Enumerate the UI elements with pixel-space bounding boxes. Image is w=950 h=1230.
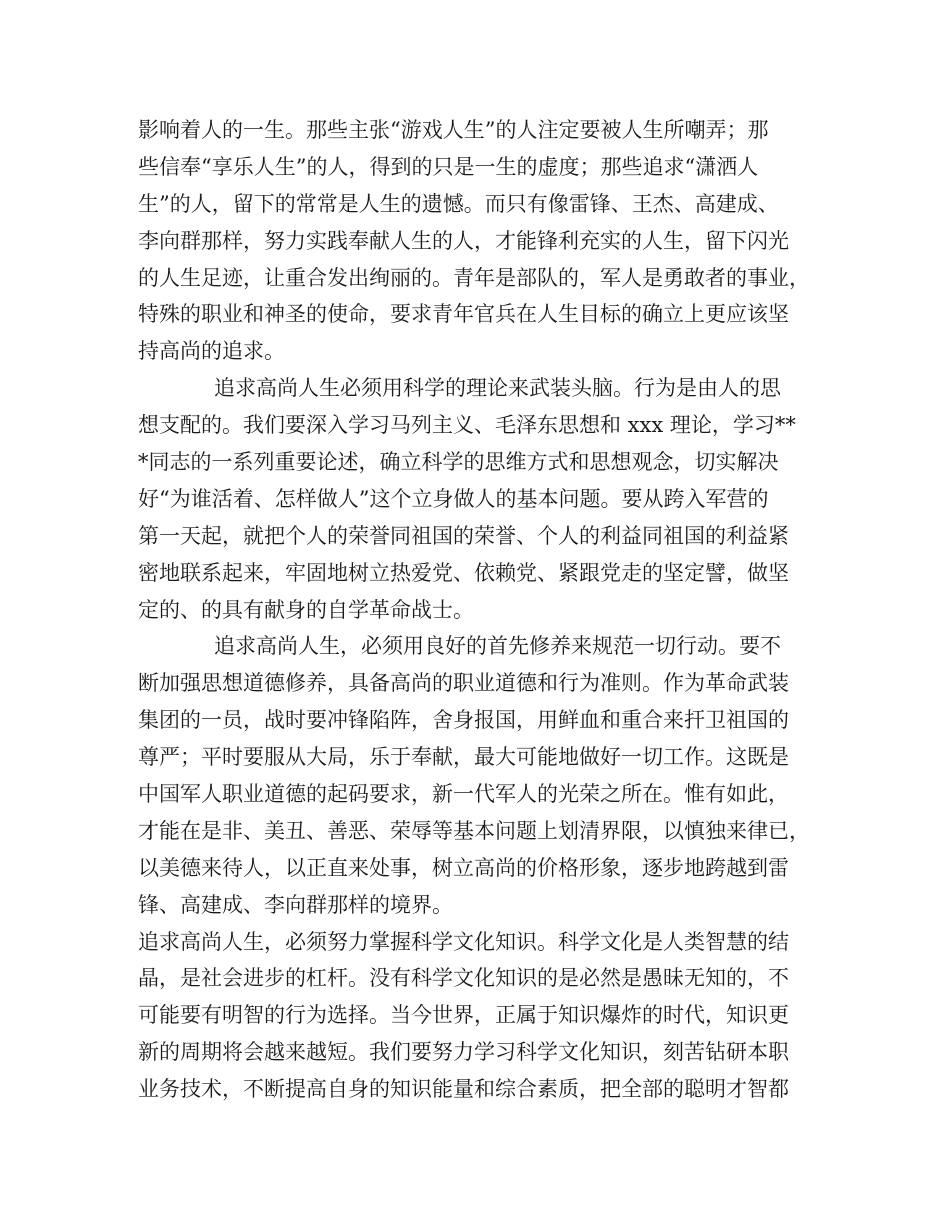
text-line: 追求高尚人生，必须努力掌握科学文化知识。科学文化是人类智慧的结 xyxy=(138,929,789,954)
text-line: 影响着人的一生。那些主张“游戏人生”的人注定要被人生所嘲弄；那 xyxy=(138,118,769,142)
text-line: 晶，是社会进步的杠杆。没有科学文化知识的是必然是愚昧无知的，不 xyxy=(138,966,789,991)
text-line: 李向群那样，努力实践奉献人生的人，才能锋利充实的人生，留下闪光 xyxy=(138,228,789,253)
text-line: 锋、高建成、李向群那样的境界。 xyxy=(138,892,453,917)
text-line: 些信奉“享乐人生”的人，得到的只是一生的虚度；那些追求“潇洒人 xyxy=(138,154,759,179)
text-line: 新的周期将会越来越短。我们要努力学习科学文化知识，刻苦钻研本职 xyxy=(138,1040,789,1065)
text-line: 业务技术，不断提高自身的知识能量和综合素质，把全部的聪明才智都 xyxy=(138,1077,789,1102)
text-line: *同志的一系列重要论述，确立科学的思维方式和思想观念，切实解决 xyxy=(138,450,779,475)
text-line: 才能在是非、美丑、善恶、荣辱等基本问题上划清界限，以慎独来律已， xyxy=(138,818,810,843)
text-line: 特殊的职业和神圣的使命，要求青年官兵在人生目标的确立上更应该坚 xyxy=(138,302,789,327)
text-line: 生”的人，留下的常常是人生的遗憾。而只有像雷锋、王杰、高建成、 xyxy=(138,191,779,216)
text-line: 断加强思想道德修养，具备高尚的职业道德和行为准则。作为革命武装 xyxy=(138,671,789,696)
text-line: 好“为谁活着、怎样做人”这个立身做人的基本问题。要从跨入军营的 xyxy=(138,486,769,511)
paragraph-first-line: 追求高尚人生，必须用良好的首先修养来规范一切行动。要不 xyxy=(214,634,781,659)
text-line: 想支配的。我们要深入学习马列主义、毛泽东思想和 xxx 理论，学习** xyxy=(138,413,796,438)
text-line: 集团的一员，战时要冲锋陷阵，舍身报国，用鲜血和重合来扞卫祖国的 xyxy=(138,708,789,733)
text-line: 中国军人职业道德的起码要求，新一代军人的光荣之所在。惟有如此， xyxy=(138,782,789,807)
text-line: 可能要有明智的行为选择。当今世界，正属于知识爆炸的时代，知识更 xyxy=(138,1003,789,1028)
text-line: 第一天起，就把个人的荣誉同祖国的荣誉、个人的利益同祖国的利益紧 xyxy=(138,523,789,548)
text-line: 尊严；平时要服从大局，乐于奉献，最大可能地做好一切工作。这既是 xyxy=(138,745,789,770)
text-line: 以美德来待人，以正直来处事，树立高尚的价格形象，逐步地跨越到雷 xyxy=(138,855,789,880)
text-line: 的人生足迹，让重合发出绚丽的。青年是部队的，军人是勇敢者的事业， xyxy=(138,265,810,290)
paragraph-first-line: 追求高尚人生必须用科学的理论来武装头脑。行为是由人的思 xyxy=(214,376,781,401)
text-line: 定的、的具有献身的自学革命战士。 xyxy=(138,597,474,622)
text-line: 持高尚的追求。 xyxy=(138,339,285,364)
text-line: 密地联系起来，牢固地树立热爱党、依赖党、紧跟党走的坚定譬，做坚 xyxy=(138,560,789,585)
document-body xyxy=(138,112,828,1108)
